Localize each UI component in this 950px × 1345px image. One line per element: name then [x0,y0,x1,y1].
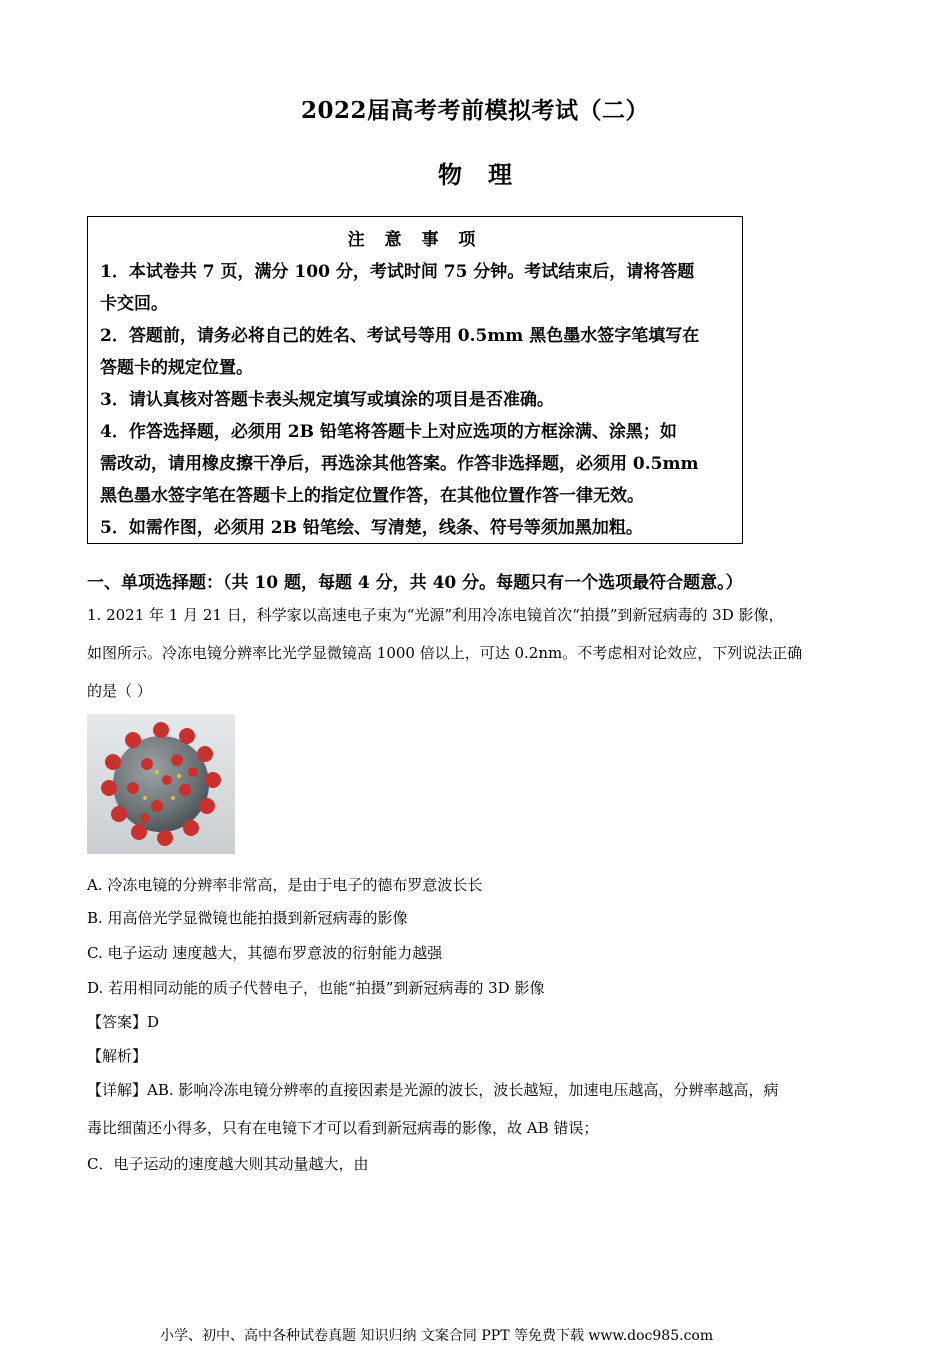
option-d: D. 若用相同动能的质子代替电子，也能“拍摄”到新冠病毒的 3D 影像 [87,979,545,997]
notice-heading: 注 意 事 项 [347,230,483,250]
detail-line: 【详解】AB. 影响冷冻电镜分辨率的直接因素是光源的波长，波长越短，加速电压越高，分辨率越高，病 [87,1081,779,1099]
option-c: C. 电子运动 速度越大，其德布罗意波的衍射能力越强 [87,944,443,962]
notice-line: 需改动，请用橡皮擦干净后，再选涂其他答案。作答非选择题，必须用 0.5mm [100,454,699,474]
notice-line: 1．本试卷共 7 页，满分 100 分，考试时间 75 分钟。考试结束后，请将答题 [100,262,695,282]
page-title: 2022届高考考前模拟考试（二） [300,97,649,124]
analysis-label: 【解析】 [87,1047,148,1065]
coronavirus-image [87,714,235,854]
notice-line: 卡交回。 [100,294,168,314]
section-heading: 一、单项选择题：（共 10 题，每题 4 分，共 40 分。每题只有一个选项最符合题意。） [87,573,743,593]
question-stem-line: 1. 2021 年 1 月 21 日，科学家以高速电子束为“光源”利用冷冻电镜首次“拍摄”到新冠病毒的 3D 影像， [87,606,784,624]
footer-text: 小学、初中、高中各种试卷真题 知识归纳 文案合同 PPT 等免费下载 www.doc985.com [160,1328,714,1344]
notice-line: 黑色墨水签字笔在答题卡上的指定位置作答，在其他位置作答一律无效。 [100,486,644,506]
option-b: B. 用高倍光学显微镜也能拍摄到新冠病毒的影像 [87,909,408,927]
answer-line: 【答案】D [87,1013,160,1031]
detail-line: 毒比细菌还小得多，只有在电镜下才可以看到新冠病毒的影像，故 AB 错误； [87,1119,599,1137]
notice-line: 答题卡的规定位置。 [100,358,253,378]
notice-line: 4．作答选择题，必须用 2B 铅笔将答题卡上对应选项的方框涂满、涂黑；如 [100,422,677,442]
notice-box [87,216,743,544]
notice-line: 2．答题前，请务必将自己的姓名、考试号等用 0.5mm 黑色墨水签字笔填写在 [100,326,700,346]
question-stem-line: 的是（ ） [87,682,152,700]
detail-line: C．电子运动的速度越大则其动量越大，由 [87,1155,369,1173]
option-a: A. 冷冻电镜的分辨率非常高，是由于电子的德布罗意波长长 [87,876,483,894]
question-stem-line: 如图所示。冷冻电镜分辨率比光学显微镜高 1000 倍以上，可达 0.2nm。不考虑相对论效应，下列说法正确 [87,644,803,662]
notice-line: 5．如需作图，必须用 2B 铅笔绘、写清楚，线条、符号等须加黑加粗。 [100,518,643,538]
notice-line: 3．请认真核对答题卡表头规定填写或填涂的项目是否准确。 [100,390,554,410]
subject-title: 物理 [438,160,538,189]
